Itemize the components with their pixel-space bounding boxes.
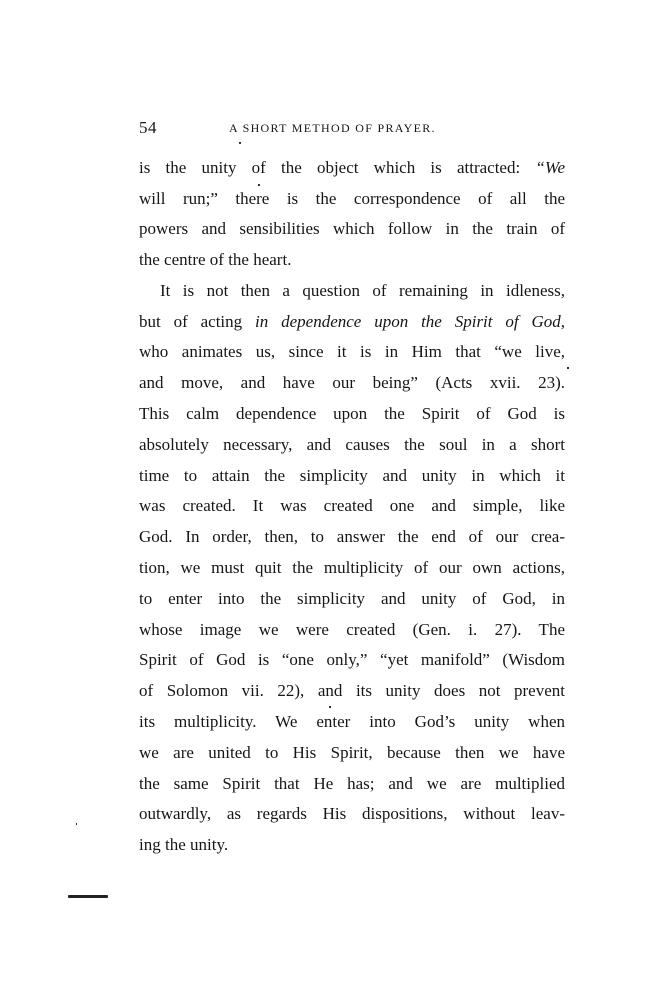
text-segment: is the unity of the object which is attracted: (139, 158, 536, 177)
scan-speck (258, 184, 260, 186)
text-line (139, 435, 565, 455)
text-segment: absolutely necessary, and causes the soul in a short (139, 435, 565, 454)
text-segment: was created. It was created one and simple, like (139, 496, 565, 515)
text-segment: of Solomon vii. 22), and its unity does not prevent (139, 681, 565, 700)
text-segment: will run;” there is the correspondence of all the (139, 189, 565, 208)
text-line (139, 404, 565, 424)
scan-speck (329, 706, 331, 708)
text-line (139, 219, 565, 239)
text-segment: who animates us, since it is in Him that “we live, (139, 342, 565, 361)
text-line (139, 681, 565, 701)
text-line (139, 312, 565, 332)
text-line (139, 589, 565, 609)
text-line (139, 650, 565, 670)
scan-edge-mark (68, 895, 108, 898)
text-segment: its multiplicity. We enter into God’s unity when (139, 712, 565, 731)
text-segment: It is not then a question of remaining in idleness, (160, 281, 565, 300)
text-line (139, 774, 565, 794)
text-segment: but of acting (139, 312, 256, 331)
text-segment: the same Spirit that He has; and we are multiplied (139, 774, 565, 793)
text-line (139, 804, 565, 824)
text-segment: Spirit of God is “one only,” “yet manifold” (Wisdom (139, 650, 565, 669)
text-segment-italic: “We (535, 158, 565, 177)
scan-speck (239, 142, 241, 144)
text-segment: outwardly, as regards His dispositions, without leav- (139, 804, 565, 823)
text-segment: to enter into the simplicity and unity of God, in (139, 589, 565, 608)
text-segment: powers and sensibilities which follow in the train of (139, 219, 565, 238)
text-segment: we are united to His Spirit, because then we have (139, 743, 565, 762)
text-segment: God. In order, then, to answer the end of our crea- (139, 527, 565, 546)
text-line (139, 466, 565, 486)
text-segment: whose image we were created (Gen. i. 27). The (139, 620, 565, 639)
text-segment: time to attain the simplicity and unity in which it (139, 466, 565, 485)
text-line (160, 281, 565, 301)
text-line (139, 373, 565, 393)
text-line (139, 835, 565, 855)
text-segment-italic: in dependence upon the Spirit of God, (255, 312, 565, 331)
text-line (139, 250, 565, 270)
text-line (139, 743, 565, 763)
text-line (139, 558, 565, 578)
text-segment: and move, and have our being” (Acts xvii. 23). (139, 373, 565, 392)
text-line (139, 527, 565, 547)
text-segment: tion, we must quit the multiplicity of our own actions, (139, 558, 565, 577)
text-line (139, 620, 565, 640)
running-title: A SHORT METHOD OF PRAYER. (229, 121, 436, 135)
scan-speck (76, 823, 77, 825)
text-line (139, 189, 565, 209)
text-line (139, 496, 565, 516)
text-segment: This calm dependence upon the Spirit of God is (139, 404, 565, 423)
text-line (139, 158, 565, 178)
text-line (139, 342, 565, 362)
text-segment: the centre of the heart. (139, 250, 292, 269)
text-line (139, 712, 565, 732)
scan-speck (567, 367, 569, 369)
page-number: 54 (139, 118, 157, 137)
text-segment: ing the unity. (139, 835, 229, 854)
